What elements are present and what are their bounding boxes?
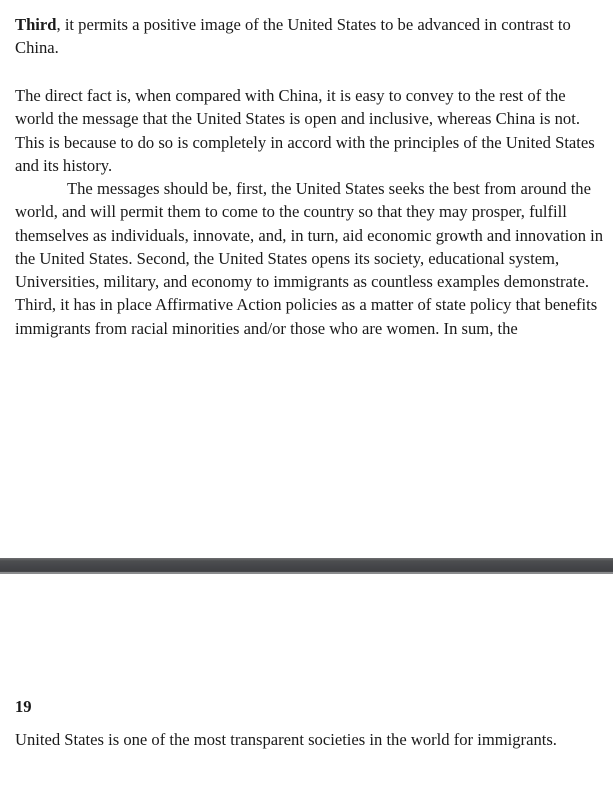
paragraph-messages-text: The messages should be, first, the United States seeks the best from around the world, and will permit them to come to the country so that they may prosper, fulfill themselves as individuals, innovate, and, in turn, aid economic growth and innovation in the United States. Second, the United States opens its society, educational system, Universities, military, and economy to immigrants as countless examples demonstrate. Third, it has in place Affirmative Action policies as a matter of state policy that benefits immigrants from racial minorities and/or those who are women. In sum, the bbox=[15, 179, 604, 338]
paragraph-messages bbox=[15, 177, 605, 340]
page-number: 19 bbox=[15, 697, 32, 716]
paragraph-third-point bbox=[15, 13, 605, 60]
page-separator bbox=[0, 558, 613, 574]
paragraph-direct-fact: The direct fact is, when compared with China, it is easy to convey to the rest of the world the message that the United States is open and inclusive, whereas China is not. This is because to do so is completely in accord with the principles of the United States and its history. bbox=[15, 86, 595, 175]
paragraph-continued: United States is one of the most transparent societies in the world for immigrants. bbox=[15, 730, 557, 749]
paragraph-third-text: , it permits a positive image of the United States to be advanced in contrast to China. bbox=[15, 15, 571, 58]
document-page-lower bbox=[0, 574, 613, 789]
paragraph-lead-word: Third bbox=[15, 15, 57, 34]
